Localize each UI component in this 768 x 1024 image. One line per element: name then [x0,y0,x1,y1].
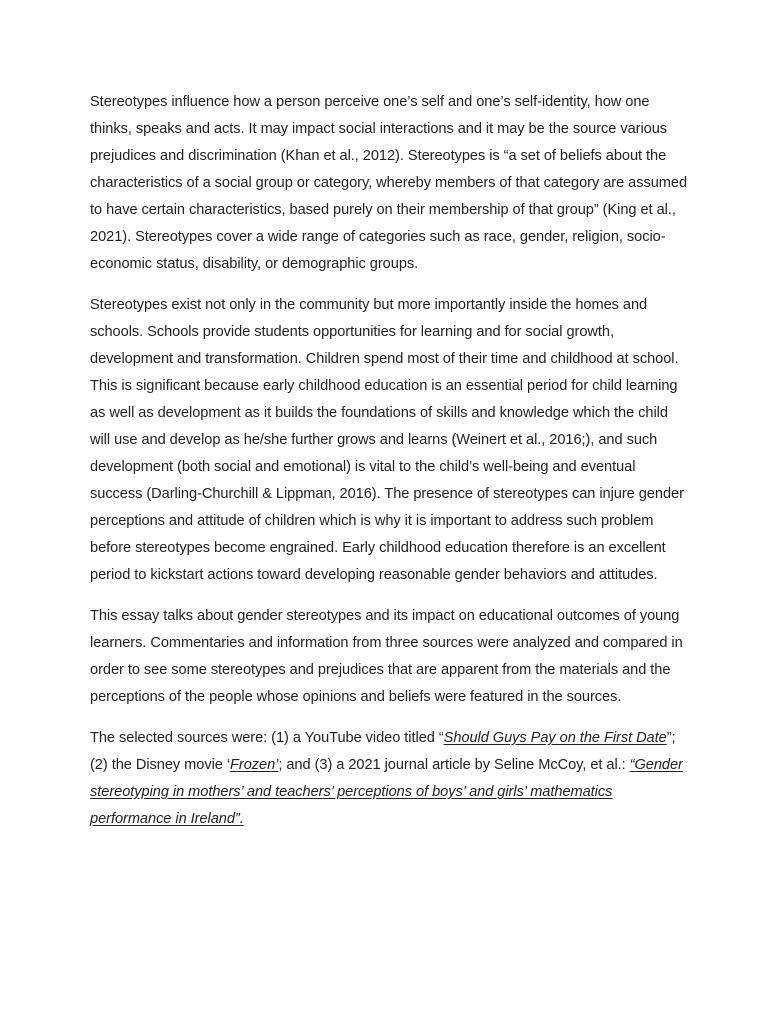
sources-intro-text: The selected sources were: (1) a YouTube video titled “ [90,730,444,746]
paragraph-intro: Stereotypes influence how a person perceive one’s self and one’s self-identity, how one thinks, speaks and acts. It may impact social interactions and it may be the source various prejudices and discrimination (Khan et al., 2012). Stereotypes is “a set of beliefs about the characteristics of a social group or category, whereby members of that category are assumed to have certain characteristics, based purely on their membership of that group” (King et al., 2021). Stereotypes cover a wide range of categories such as race, gender, religion, socio-economic status, disability, or demographic groups. [90,94,688,272]
sources-mid-text-1: ”; (2) the Disney movie ‘ [90,730,676,773]
paragraph-schools: Stereotypes exist not only in the community but more importantly inside the homes and schools. Schools provide students opportunities for learning and for social growth, development and transformation. Children spend most of their time and childhood at school. This is significant because early childhood education is an essential period for child learning as well as development as it builds the foundations of skills and knowledge which the child will use and develop as he/she further grows and learns (Weinert et al., 2016;), and such development (both social and emotional) is vital to the child’s well-being and eventual success (Darling-Churchill & Lippman, 2016). The presence of stereotypes can injure gender perceptions and attitude of children which is why it is important to address such problem before stereotypes become engrained. Early childhood education therefore is an excellent period to kickstart actions toward developing reasonable gender behaviors and attitudes. [90,297,684,583]
document-body [90,89,690,847]
youtube-video-link[interactable]: Should Guys Pay on the First Date [443,730,667,746]
paragraph-essay-scope: This essay talks about gender stereotypes and its impact on educational outcomes of young learners. Commentaries and information from three sources were analyzed and compared in order to see some stereotypes and prejudices that are apparent from the materials and the perceptions of the people whose opinions and beliefs were featured in the sources. [90,608,683,705]
frozen-movie-link[interactable]: Frozen’ [230,757,279,773]
sources-mid-text-2: ; and (3) a 2021 journal article by Seline McCoy, et al.: [278,757,630,773]
journal-article-link[interactable]: “Gender stereotyping in mothers’ and teachers’ perceptions of boys’ and girls’ mathematics performance in Ireland”. [90,757,683,827]
paragraph-sources [90,725,690,833]
